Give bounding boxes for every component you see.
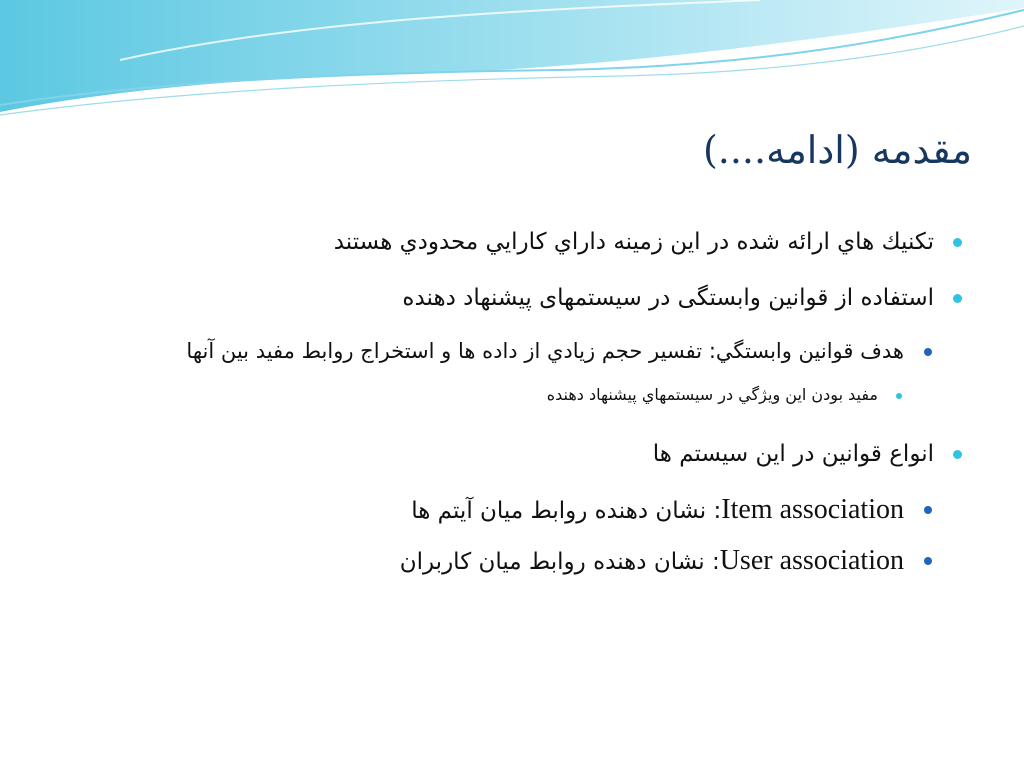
bullet-text: هدف قوانين وابستگي: تفسير حجم زيادي از داده ها و استخراج روابط مفيد بين آنها [186, 339, 904, 363]
term-label: User association [719, 545, 904, 576]
slide-title: مقدمه (ادامه....) [702, 128, 972, 172]
bullet-dot-icon [924, 348, 932, 356]
header-wave-decoration [0, 0, 1024, 130]
sub-bullet-item [62, 334, 932, 368]
bullet-list [62, 222, 962, 592]
bullet-text: انواع قوانين در اين سيستم ها [652, 441, 934, 467]
sub-sub-bullet-item [62, 382, 902, 408]
bullet-dot-icon [953, 238, 962, 247]
bullet-dot-icon [896, 393, 902, 399]
sub-bullet-item [62, 541, 932, 582]
bullet-dot-icon [953, 450, 962, 459]
bullet-item [62, 434, 962, 474]
bullet-dot-icon [924, 557, 932, 565]
bullet-text: استفاده از قوانین وابستگی در سیستمهای پیشنهاد دهنده [402, 285, 934, 311]
bullet-dot-icon [924, 506, 932, 514]
term-label: Item association [721, 494, 904, 525]
bullet-dot-icon [953, 294, 962, 303]
term-description: : نشان دهنده روابط ميان کاربران [399, 549, 720, 575]
bullet-item [62, 222, 962, 262]
bullet-text: مفيد بودن اين ويژگي در سيستمهاي پيشنهاد دهنده [546, 385, 878, 404]
sub-bullet-item [62, 490, 932, 531]
bullet-text: تکنيك هاي ارائه شده در اين زمينه داراي کارايي محدودي هستند [333, 229, 934, 255]
term-description: : نشان دهنده روابط ميان آيتم ها [411, 498, 722, 524]
bullet-item [62, 278, 962, 318]
